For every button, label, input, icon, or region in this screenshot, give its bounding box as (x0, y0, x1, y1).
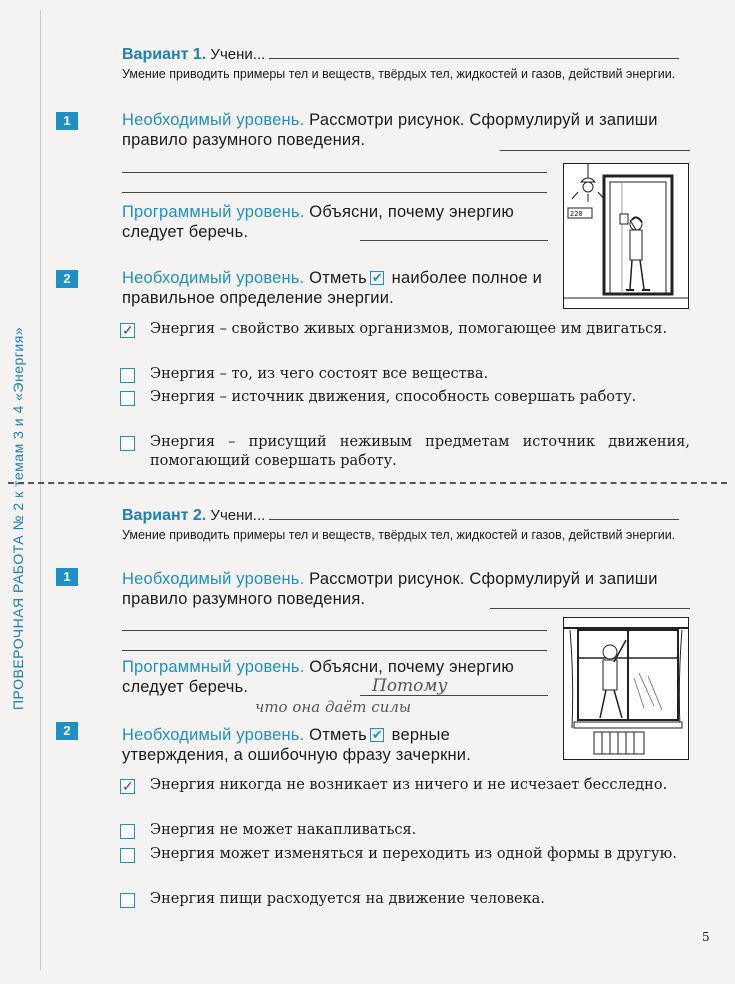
level-label: Программный уровень. (122, 203, 305, 221)
level-label: Необходимый уровень. (122, 726, 305, 744)
variant1-student: Учени... (210, 46, 266, 63)
checkbox-sample-icon: ✔ (371, 270, 383, 285)
variant1-task1-required (122, 110, 694, 150)
handwritten-answer: что она даёт силы (255, 698, 412, 716)
margin-line (40, 10, 41, 970)
variant2-skill: Умение приводить примеры тел и веществ, твёрдых тел, жидкостей и газов, действий энергии. (122, 528, 676, 542)
answer-line[interactable] (122, 650, 547, 651)
level-label: Необходимый уровень. (122, 269, 305, 287)
task-text: Отметь (304, 726, 367, 744)
option-text: Энергия – свойство живых организмов, помогающее им двигаться. (150, 321, 668, 337)
option-checkbox[interactable] (120, 848, 135, 863)
level-label: Необходимый уровень. (122, 111, 305, 129)
checkmark-icon: ✓ (122, 779, 134, 795)
variant1-task2-text (122, 268, 552, 308)
student-name-line[interactable] (269, 507, 679, 520)
option-text: Энергия никогда не возникает из ничего и не исчезает бесследно. (150, 777, 668, 793)
task-number-2: 2 (56, 722, 78, 740)
variant2-student: Учени... (210, 507, 266, 524)
task-text: наиболее полное и правильное определение энергии. (122, 269, 543, 307)
option-checkbox[interactable] (120, 893, 135, 908)
cut-line (8, 482, 727, 484)
task-text: Рассмотри рисунок. Сформулируй и запиши правило разумного поведения. (122, 111, 658, 149)
option-text: Энергия может изменяться и переходить из одной формы в другую. (150, 846, 677, 862)
variant1-option-2 (120, 365, 690, 384)
level-label: Необходимый уровень. (122, 570, 305, 588)
option-text: Энергия пищи расходуется на движение человека. (150, 891, 545, 907)
page-number: 5 (702, 930, 710, 944)
task-text: Отметь (304, 269, 367, 287)
illustration-girl-light-switch (563, 163, 689, 309)
answer-line[interactable] (122, 630, 547, 631)
variant2-option-4 (120, 890, 690, 909)
variant2-task1-program (122, 657, 552, 697)
option-checkbox[interactable] (120, 779, 135, 794)
variant1-header (122, 46, 679, 64)
boy-window-drawing (564, 618, 688, 759)
task-number-1: 1 (56, 568, 78, 586)
option-text: Энергия не может накапливаться. (150, 822, 417, 838)
variant1-task1-program (122, 202, 552, 242)
option-text: Энергия – источник движения, способность совершать работу. (150, 389, 637, 405)
option-text: Энергия – то, из чего состоят все вещества. (150, 366, 489, 382)
handwritten-answer: Потому (372, 676, 448, 696)
variant1-skill: Умение приводить примеры тел и веществ, твёрдых тел, жидкостей и газов, действий энергии. (122, 67, 676, 81)
task-text: Рассмотри рисунок. Сформулируй и запиши правило разумного поведения. (122, 570, 658, 608)
option-checkbox[interactable] (120, 436, 135, 451)
variant1-option-3 (120, 388, 690, 407)
level-label: Программный уровень. (122, 658, 305, 676)
variant1-option-1 (120, 320, 690, 339)
task-number-2: 2 (56, 270, 78, 288)
option-checkbox[interactable] (120, 391, 135, 406)
answer-line[interactable] (490, 608, 690, 609)
task-text: Объясни, почему энергию следует беречь. (122, 658, 515, 696)
variant1-option-4 (120, 433, 690, 471)
girl-light-switch-drawing (564, 164, 688, 308)
variant2-option-1 (120, 776, 690, 795)
variant2-option-2 (120, 821, 690, 840)
option-checkbox[interactable] (120, 323, 135, 338)
student-name-line[interactable] (269, 46, 679, 59)
option-text: Энергия – присущий неживым предметам источник движения, помогающий совершать работу. (150, 434, 690, 469)
answer-line[interactable] (360, 240, 548, 241)
answer-line[interactable] (122, 172, 547, 173)
task-number-1: 1 (56, 112, 78, 130)
variant2-header (122, 507, 679, 525)
option-checkbox[interactable] (120, 368, 135, 383)
checkbox-sample-icon: ✔ (371, 727, 383, 742)
illustration-boy-window (563, 617, 689, 760)
svg-text:220: 220 (570, 210, 583, 218)
answer-line[interactable] (122, 192, 547, 193)
variant2-title: Вариант 2. (122, 507, 207, 524)
variant1-title: Вариант 1. (122, 46, 207, 63)
checkmark-icon: ✓ (122, 323, 134, 339)
task-text: верные утверждения, а ошибочную фразу зачеркни. (122, 726, 472, 764)
side-title: ПРОВЕРОЧНАЯ РАБОТА № 2 к темам 3 и 4 «Энергия» (10, 326, 26, 710)
variant2-task2-text (122, 725, 552, 765)
variant2-option-3 (120, 845, 690, 864)
task-text: Объясни, почему энергию следует беречь. (122, 203, 515, 241)
variant2-task1-required (122, 569, 694, 609)
answer-line[interactable] (500, 150, 690, 151)
option-checkbox[interactable] (120, 824, 135, 839)
